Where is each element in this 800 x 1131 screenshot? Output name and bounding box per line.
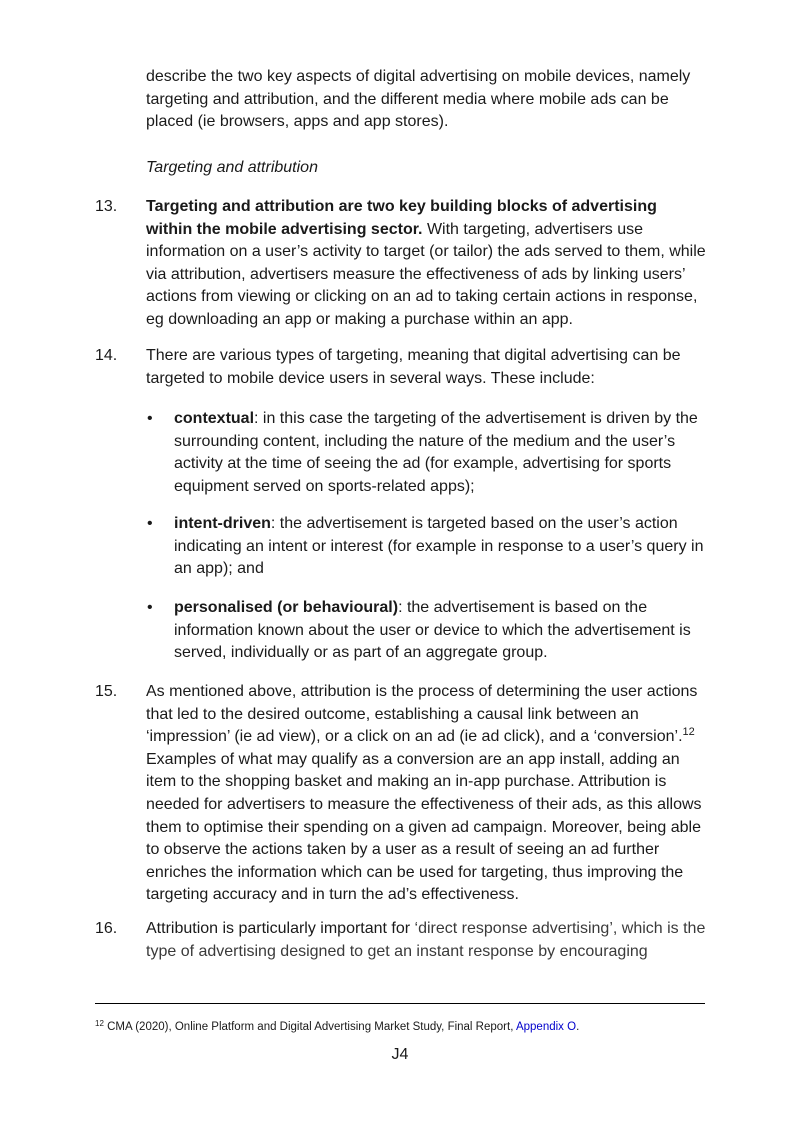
paragraph-16 [146,918,706,963]
footnote-separator [95,1003,705,1004]
bullet-intent-driven [174,513,706,581]
paragraph-15-text-b: Examples of what may qualify as a conversion are an app install, adding an item to the shopping basket and making an in-app purchase. Attribution is needed for advertisers to measure the effectiveness of their ads, as this allows them to optimise their spending on a given ad campaign. Moreover, being able to observe the actions taken by a user as a result of seeing an ad further enriches the information which can be used for targeting, thus improving the targeting accuracy and in turn the ad’s effectiveness. [146,750,702,904]
page-number: J4 [391,1046,409,1063]
bullet-marker: • [147,410,153,427]
footnote-reference-link[interactable]: 12 [682,726,695,739]
paragraph-13-bold-lead: Targeting and attribution are two key building blocks of advertising within the mobile advertising sector. [146,198,657,238]
bullet-personalised [174,597,706,665]
paragraph-14: There are various types of targeting, meaning that digital advertising can be targeted to mobile device users in several ways. These include: [146,347,681,387]
paragraph-13 [146,196,706,332]
paragraph-number-16: 16. [95,920,118,937]
bullet-marker: • [147,599,153,616]
section-subheading: Targeting and attribution [146,159,318,176]
paragraph-16-text-b: ‘direct response advertising’, which is the type of advertising designed to get an instant response by encouraging [146,920,706,960]
footnote-number: 12 [95,1019,104,1028]
appendix-o-link[interactable]: Appendix O [515,1021,577,1033]
paragraph-number-13: 13. [95,198,118,215]
bullet-description: : the advertisement is based on the information known about the user or device to which the advertisement is served, individually or as part of an aggregate group. [174,599,691,662]
intro-paragraph: describe the two key aspects of digital advertising on mobile devices, namely targeting and attribution, and the different media where mobile ads can be placed (ie browsers, apps and app stores). [146,68,691,131]
bullet-term: contextual [174,410,255,427]
paragraph-15-text-a: As mentioned above, attribution is the process of determining the user actions that led to the desired outcome, establishing a causal link between an ‘impression’ (ie ad view), or a click on an ad (ie ad click), and a ‘conversion’. [146,683,698,746]
footnote-text: CMA (2020), Online Platform and Digital Advertising Market Study, Final Report, [103,1021,516,1033]
footnote-end: . [576,1021,580,1033]
paragraph-number-15: 15. [95,683,118,700]
bullet-description: : the advertisement is targeted based on the user’s action indicating an intent or interest (for example in response to a user’s query in an app); and [174,515,704,578]
bullet-contextual [174,408,706,498]
bullet-term: intent-driven [174,515,271,532]
bullet-description: : in this case the targeting of the advertisement is driven by the surrounding content, including the nature of the medium and the user’s activity at the time of seeing the ad (for example, advertising for sports equipment served on sports-related apps); [174,410,698,495]
bullet-term: personalised (or behavioural) [174,599,399,616]
paragraph-15 [146,681,706,907]
paragraph-16-text-a: Attribution is particularly important for [146,920,415,937]
paragraph-13-text: With targeting, advertisers use information on a user’s activity to target (or tailor) the ads served to them, while via attribution, advertisers measure the effectiveness of ads by linking users’ actions from viewing or clicking on an ad to taking certain actions in response, eg downloading an app or making a purchase within an app. [146,220,706,328]
paragraph-number-14: 14. [95,347,118,364]
footnote-12 [95,1020,715,1035]
bullet-marker: • [147,515,153,532]
